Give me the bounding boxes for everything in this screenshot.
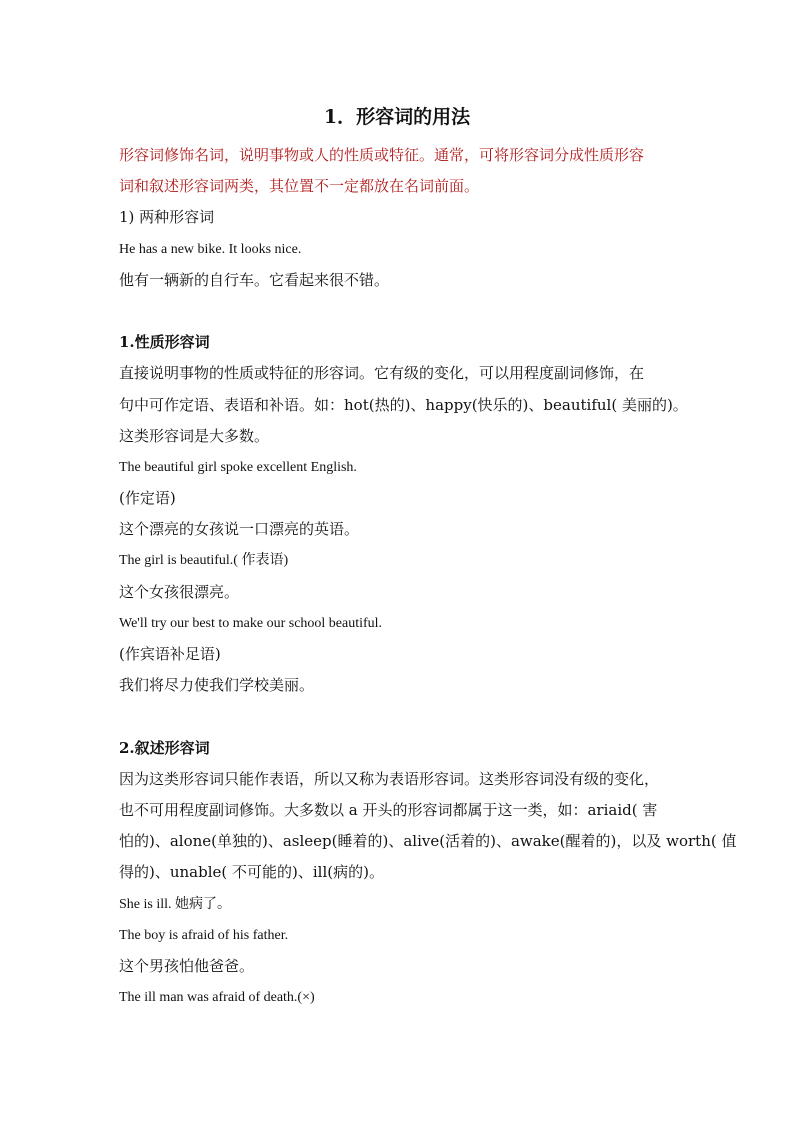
section2-desc-line-3: 怕的)、alone(单独的)、asleep(睡着的)、alive(活着的)、awake(醒着的)，以及 worth( 值 [119, 832, 737, 851]
section1-desc-line-2: 句中可作定语、表语和补语。如：hot(热的)、happy(快乐的)、beautiful( 美丽的)。 [119, 395, 688, 414]
intro-line-1: 形容词修饰名词，说明事物或人的性质或特征。通常，可将形容词分成性质形容 [119, 146, 645, 164]
intro-line-2: 词和叙述形容词两类，其位置不一定都放在名词前面。 [119, 177, 480, 196]
example-english: He has a new bike. It looks nice. [119, 241, 302, 257]
section1-example2-chinese: 这个女孩很漂亮。 [119, 582, 240, 601]
page-title: 1．形容词的用法 [323, 106, 471, 128]
section1-desc-line-1: 直接说明事物的性质或特征的形容词。它有级的变化，可以用程度副词修饰，在 [119, 364, 645, 383]
section2-example1: She is ill. 她病了。 [119, 896, 232, 912]
section-heading-predicative: 2.叙述形容词 [119, 738, 210, 757]
spacer [119, 296, 689, 327]
section1-example1-note: (作定语) [119, 489, 176, 508]
document-body [119, 140, 737, 1013]
section2-example2-chinese: 这个男孩怕他爸爸。 [119, 956, 255, 975]
section1-example2-english: The girl is beautiful.( 作表语) [119, 553, 289, 569]
section1-example1-chinese: 这个漂亮的女孩说一口漂亮的英语。 [119, 520, 360, 539]
section1-example3-note: (作宾语补足语) [119, 645, 221, 663]
section2-example2-english: The boy is afraid of his father. [119, 927, 289, 943]
spacer [119, 701, 689, 732]
section1-example3-chinese: 我们将尽力使我们学校美丽。 [119, 676, 315, 695]
section2-desc-line-4: 得的)、unable( 不可能的)、ill(病的)。 [119, 863, 384, 882]
section2-desc-line-2: 也不可用程度副词修饰。大多数以 a 开头的形容词都属于这一类，如：ariaid( 害 [119, 800, 658, 819]
section-heading-qualitative: 1.性质形容词 [119, 333, 210, 352]
section1-example3-english: We'll try our best to make our school beautiful. [119, 615, 383, 631]
example-chinese: 他有一辆新的自行车。它看起来很不错。 [119, 270, 390, 289]
section2-desc-line-1: 因为这类形容词只能作表语，所以又称为表语形容词。这类形容词没有级的变化， [119, 769, 660, 788]
section2-example3-english: The ill man was afraid of death.(×) [119, 990, 315, 1006]
section1-desc-line-3: 这类形容词是大多数。 [119, 426, 270, 445]
subsection-title: 1) 两种形容词 [119, 208, 215, 227]
section1-example1-english: The beautiful girl spoke excellent English. [119, 459, 357, 475]
